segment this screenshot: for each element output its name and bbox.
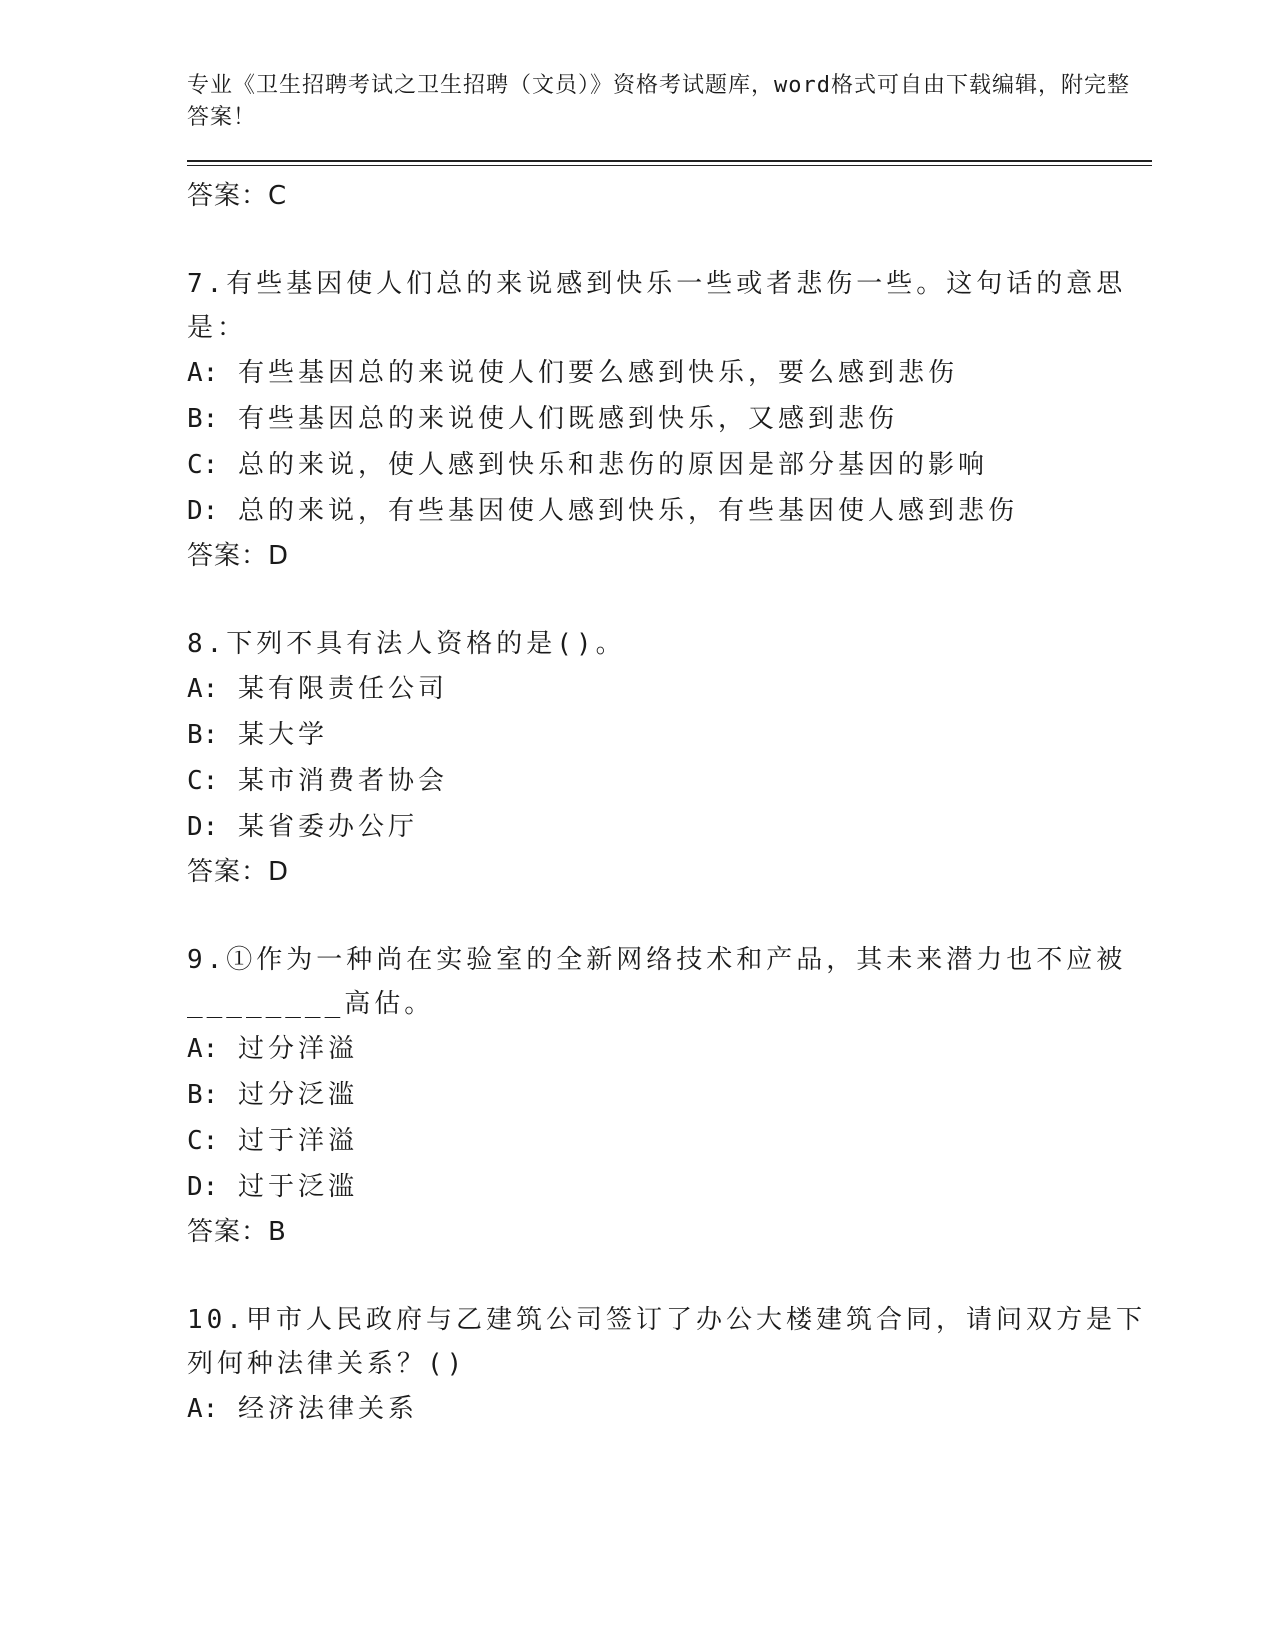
option-b: B: 有些基因总的来说使人们既感到快乐，又感到悲伤 bbox=[187, 404, 898, 434]
option-c: C: 某市消费者协会 bbox=[187, 766, 448, 796]
option-a: A: 过分洋溢 bbox=[187, 1034, 358, 1064]
question-8 bbox=[187, 622, 1152, 894]
header-rule-thick bbox=[187, 160, 1152, 162]
question-answer: 答案：B bbox=[187, 1217, 287, 1247]
option-d: D: 总的来说，有些基因使人感到快乐，有些基因使人感到悲伤 bbox=[187, 496, 1018, 526]
previous-answer: 答案：C bbox=[187, 181, 288, 211]
option-c: C: 总的来说，使人感到快乐和悲伤的原因是部分基因的影响 bbox=[187, 450, 988, 480]
document-header: 专业《卫生招聘考试之卫生招聘（文员）》资格考试题库，word格式可自由下载编辑，附完整答案！ bbox=[187, 73, 1130, 130]
question-stem: 8.下列不具有法人资格的是()。 bbox=[187, 629, 626, 659]
question-answer: 答案：D bbox=[187, 541, 290, 571]
option-b: B: 过分泛滥 bbox=[187, 1080, 358, 1110]
option-a: A: 经济法律关系 bbox=[187, 1394, 418, 1424]
question-answer: 答案：D bbox=[187, 857, 290, 887]
question-9 bbox=[187, 938, 1152, 1254]
question-stem: 10.甲市人民政府与乙建筑公司签订了办公大楼建筑合同，请问双方是下列何种法律关系？() bbox=[187, 1305, 1146, 1379]
option-a: A: 某有限责任公司 bbox=[187, 674, 448, 704]
question-stem: 7.有些基因使人们总的来说感到快乐一些或者悲伤一些。这句话的意思是： bbox=[187, 269, 1127, 343]
option-d: D: 过于泛滥 bbox=[187, 1172, 358, 1202]
option-a: A: 有些基因总的来说使人们要么感到快乐，要么感到悲伤 bbox=[187, 358, 958, 388]
document-page bbox=[187, 70, 1152, 1432]
header-rule-thin bbox=[187, 165, 1152, 166]
option-d: D: 某省委办公厅 bbox=[187, 812, 418, 842]
question-7 bbox=[187, 262, 1152, 578]
option-b: B: 某大学 bbox=[187, 720, 328, 750]
question-stem: 9.①作为一种尚在实验室的全新网络技术和产品，其未来潜力也不应被________高估。 bbox=[187, 945, 1127, 1019]
question-10 bbox=[187, 1298, 1152, 1432]
option-c: C: 过于洋溢 bbox=[187, 1126, 358, 1156]
